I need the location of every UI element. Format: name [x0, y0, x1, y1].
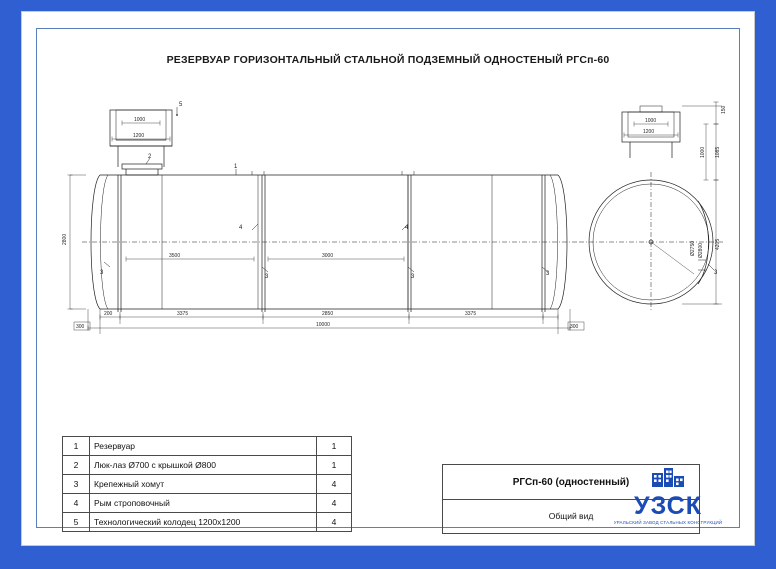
dim-base-200: 200: [104, 311, 113, 317]
row-name: Рым строповочный: [90, 494, 317, 513]
dim-well-inner: 1000: [134, 117, 146, 123]
table-row: [63, 456, 352, 475]
callout-5: 5: [179, 102, 183, 108]
dim-seg2: 3000: [322, 253, 334, 259]
callout-2: 2: [148, 154, 152, 160]
dim-side-1085: 1085: [715, 146, 721, 158]
row-name: Технологический колодец 1200x1200: [90, 513, 317, 532]
dim-side-1000: 1000: [700, 146, 706, 158]
callout-3c: 3: [411, 274, 415, 280]
tank-body: [82, 175, 578, 309]
row-qty: 4: [317, 475, 352, 494]
drawing-sheet: [22, 12, 754, 545]
fastening-straps: [118, 175, 545, 312]
callout-3d: 3: [546, 271, 550, 277]
callout-3a: 3: [100, 270, 104, 276]
dim-side-150: 150: [721, 105, 727, 114]
lifting-lugs: [252, 171, 414, 175]
dim-base-2850: 2850: [322, 311, 334, 317]
row-name: Крепежный хомут: [90, 475, 317, 494]
logo-tagline: УРАЛЬСКИЙ ЗАВОД СТАЛЬНЫХ КОНСТРУКЦИЙ: [613, 520, 723, 525]
row-qty: 4: [317, 513, 352, 532]
callout-4a: 4: [239, 225, 243, 231]
dim-edge-left: 300: [76, 324, 85, 330]
dim-base-3375b: 3375: [465, 311, 477, 317]
dim-side-4205: 4205: [715, 238, 721, 250]
table-row: [63, 494, 352, 513]
row-qty: 1: [317, 456, 352, 475]
callout-3e: 3: [714, 270, 718, 276]
manhole: [122, 164, 162, 175]
row-qty: 1: [317, 437, 352, 456]
dim-edge-right: 300: [570, 324, 579, 330]
row-pos: 1: [63, 437, 90, 456]
table-row: [63, 475, 352, 494]
dim-base-3375a: 3375: [177, 311, 189, 317]
title-block-view: Общий вид: [548, 510, 594, 521]
row-pos: 5: [63, 513, 90, 532]
dim-d2750: Ø2750: [690, 240, 696, 256]
row-qty: 4: [317, 494, 352, 513]
factory-icon: [651, 464, 685, 488]
company-logo: [608, 464, 728, 525]
dim-seg1: 3500: [169, 253, 181, 259]
table-row: [63, 513, 352, 532]
callout-3b: 3: [265, 274, 269, 280]
row-pos: 4: [63, 494, 90, 513]
row-name: Люк-лаз Ø700 с крышкой Ø800: [90, 456, 317, 475]
callout-leaders: [104, 107, 548, 272]
row-pos: 2: [63, 456, 90, 475]
row-name: Резервуар: [90, 437, 317, 456]
title-block-product: РГСп-60 (одностенный): [512, 476, 630, 488]
logo-wordmark: УЗСК: [634, 492, 702, 520]
callout-4b: 4: [405, 225, 409, 231]
dim-d2800: Ø2800: [698, 242, 704, 258]
dim-base-total: 10000: [316, 322, 330, 328]
specification-table: [62, 436, 352, 532]
row-pos: 3: [63, 475, 90, 494]
dim-tank-height: 2800: [62, 233, 68, 245]
dim-well-outer: 1200: [133, 133, 145, 139]
dim-side-well-outer: 1200: [643, 129, 655, 135]
callout-1: 1: [234, 164, 238, 170]
drawing-title: РЕЗЕРВУАР ГОРИЗОНТАЛЬНЫЙ СТАЛЬНОЙ ПОДЗЕМНЫЙ ОДНОСТЕНЫЙ РГСп-60: [166, 54, 610, 66]
table-row: [63, 437, 352, 456]
dim-side-well-inner: 1000: [645, 118, 657, 124]
